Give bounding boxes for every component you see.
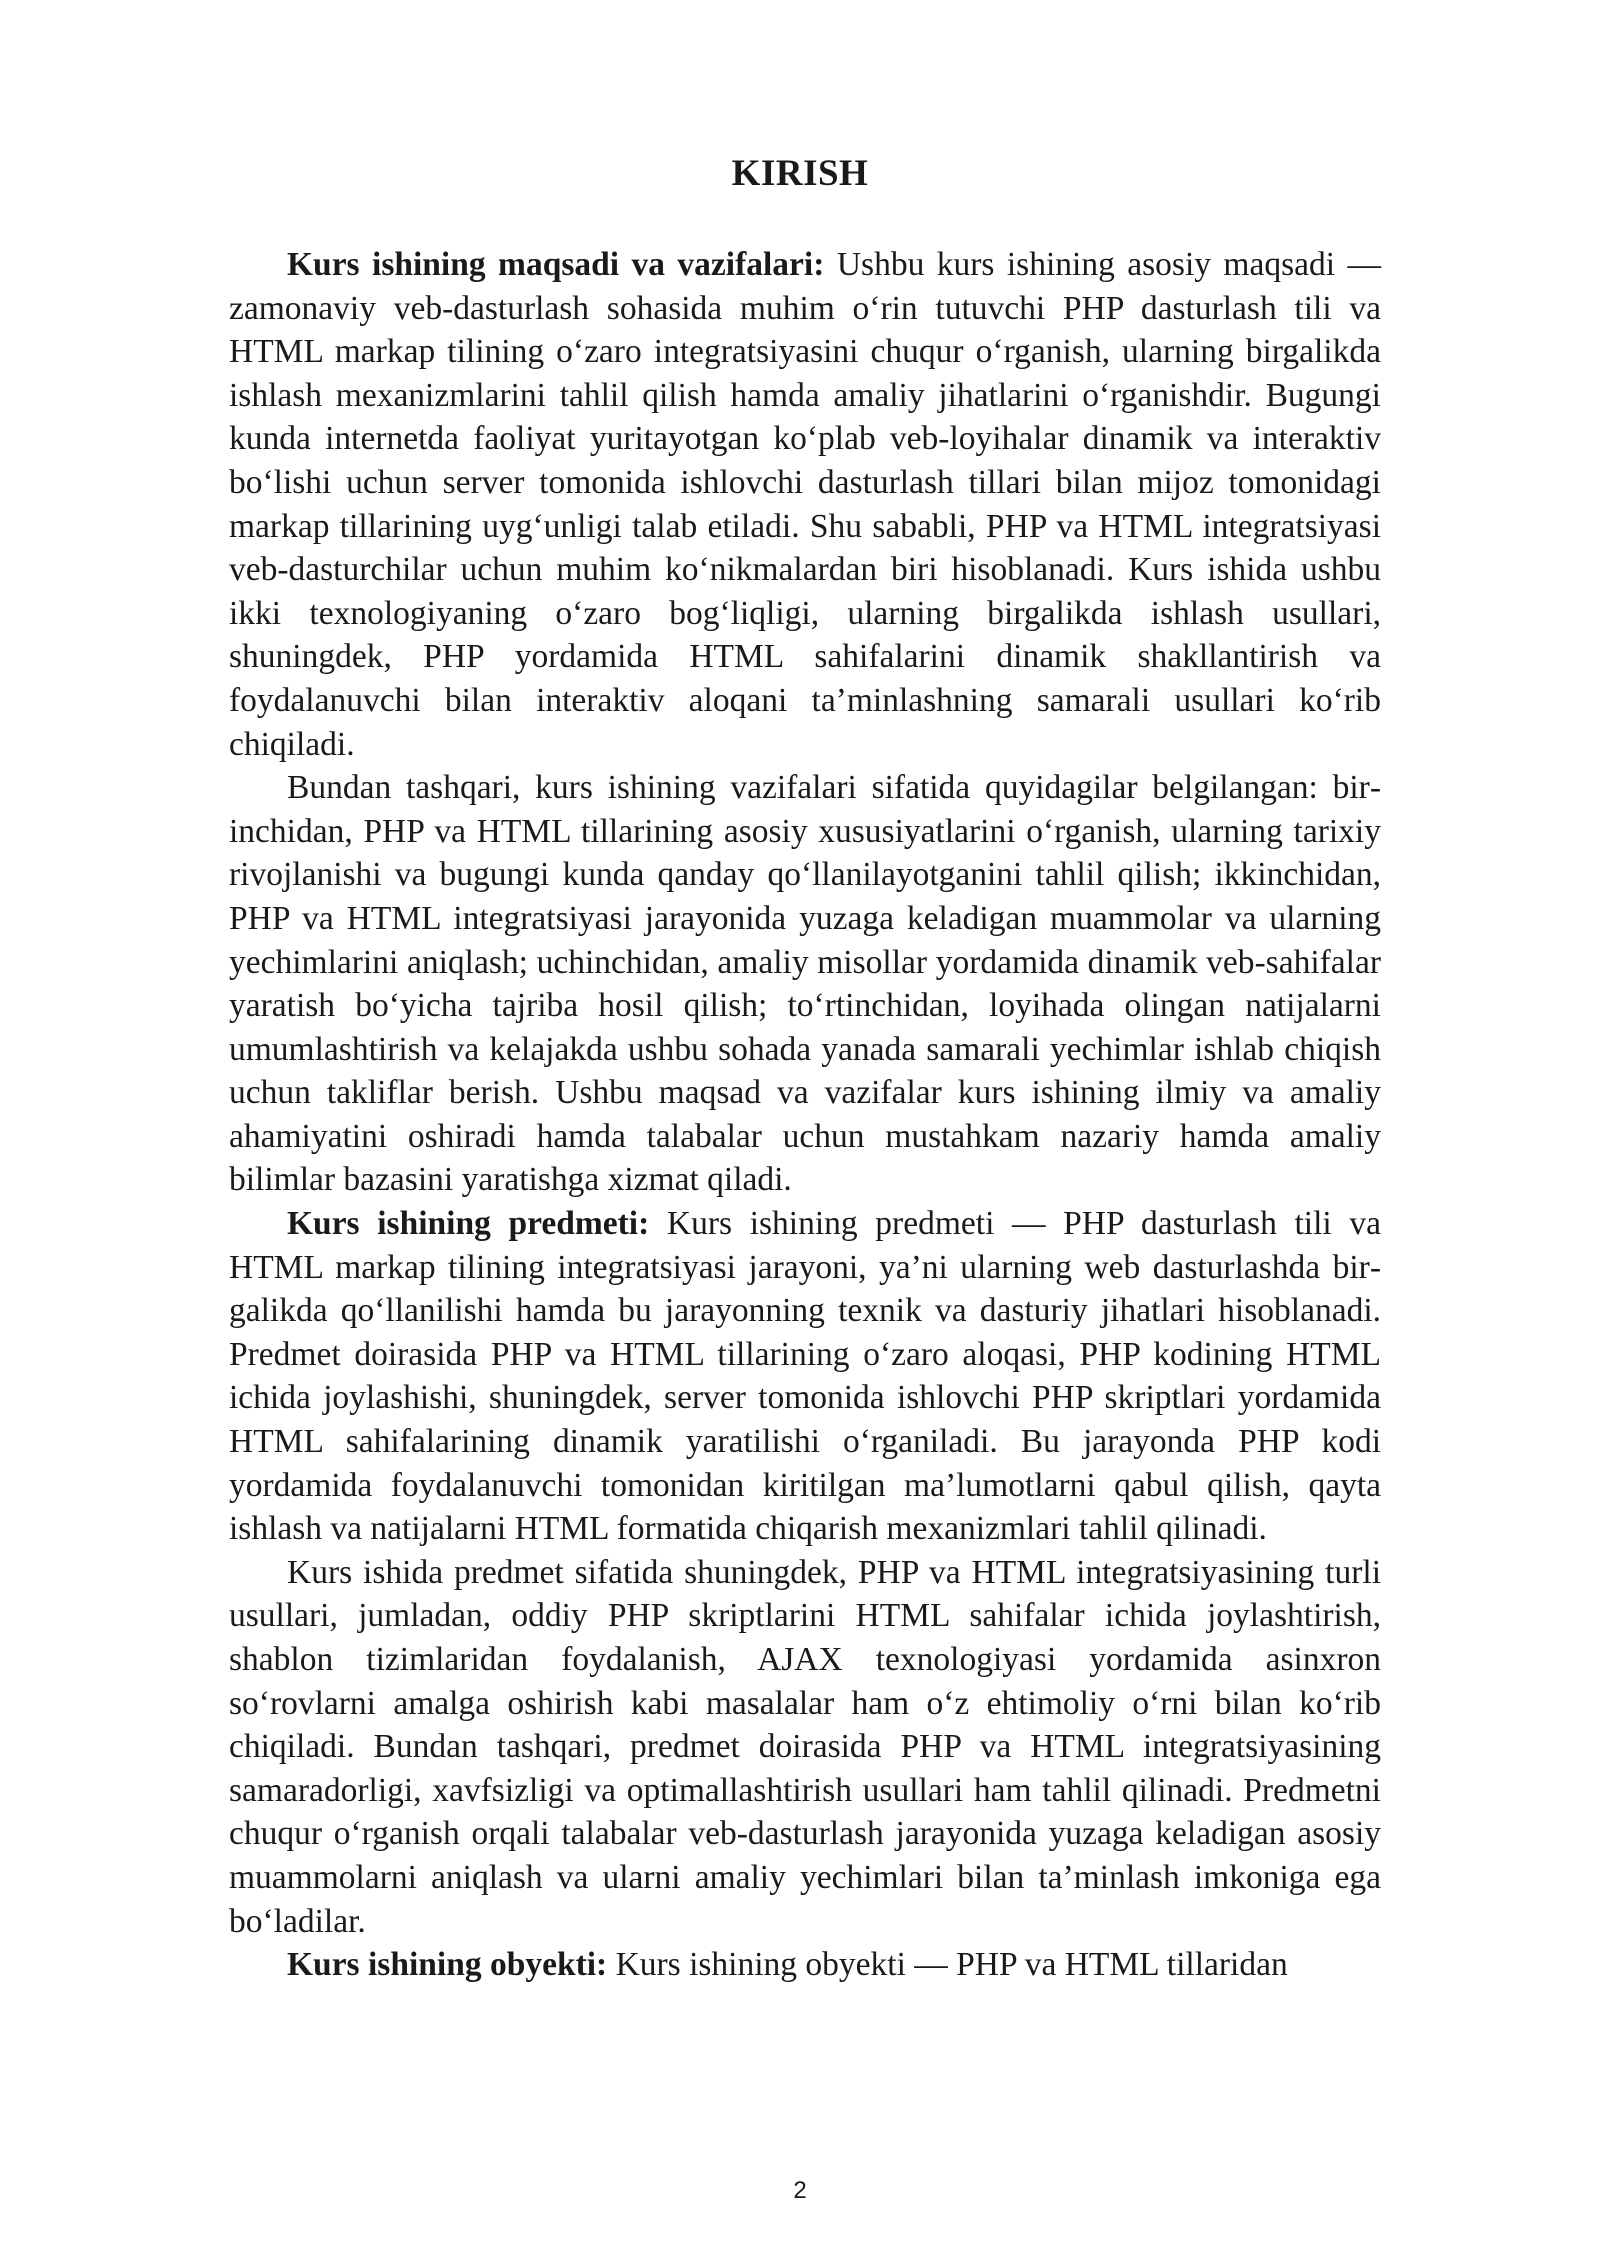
- paragraph-text: Kurs ishining obyekti — PHP va HTML tillaridan: [607, 1946, 1288, 1984]
- page-title: KIRISH: [731, 153, 869, 194]
- paragraph-lead: Kurs ishining obyekti:: [287, 1946, 608, 1984]
- paragraph-predmeti: [229, 1202, 1381, 1551]
- paragraph-text: Bundan tashqari, kurs ishining vazifalari sifatida quyidagilar belgilangan: birinchidan, PHP va HTML tillarining asosiy xususiyatlarini o‘rganish, ularning tarixiy rivojlanishi va bugungi kunda qanday qo‘llanilayotganini tahlil qilish; ikkinchidan, PHP va HTML integratsiyasi jarayonida yuzaga keladigan muammolar va ularning yechimlarini aniqlash; uchinchidan, amaliy misollar yordamida dinamik veb-sahifalar yaratish bo‘yicha tajriba hosil qilish; to‘rtinchidan, loyihada olingan natijalarni umumlashtirish va kelajakda ushbu sohada yanada samarali yechimlar ishlab chiqish uchun takliflar berish. Ushbu maqsad va vazifalar kurs ishining ilmiy va amaliy ahamiyatini oshiradi hamda talabalar uchun mustahkam nazariy hamda amaliy bilimlar bazasini yaratishga xizmat qiladi.: [229, 769, 1381, 1199]
- paragraph-lead: Kurs ishining maqsadi va vazifalari:: [287, 246, 825, 283]
- paragraph-predmet-usullari: [229, 1551, 1381, 1943]
- paragraph-text: Kurs ishida predmet sifatida shuningdek, PHP va HTML integratsiyasining turli usullari, jumladan, oddiy PHP skriptlarini HTML sahifalar ichida joylashtirish, shablon tizimlaridan foydalanish, AJAX texnologiyasi yordamida asinxron so‘rovlarni amalga oshirish kabi masalalar ham o‘z ehtimoliy o‘rni bilan ko‘rib chiqiladi. Bundan tashqari, predmet doirasida PHP va HTML integratsiyasining samaradorligi, xavfsizligi va optimallashtirish usullari ham tahlil qilinadi. Predmetni chuqur o‘rganish orqali talabalar veb-dasturlash jarayonida yuzaga keladigan asosiy muammolarni aniqlash va ularni amaliy yechimlari bilan ta’minlash imkoniga ega bo‘ladilar.: [229, 1553, 1381, 1940]
- page-number: 2: [793, 2177, 807, 2204]
- paragraph-text: Ushbu kurs ishining asosiy maqsadi — zamonaviy veb-dasturlash sohasida muhim o‘rin tutuvchi PHP dasturlash tili va HTML markap tilining o‘zaro integratsiyasini chuqur o‘rganish, ularning birgalikda ishlash mexanizmlarini tahlil qilish hamda amaliy jihatlarini o‘rganishdir. Bugungi kunda internetda faoliyat yuritayotgan ko‘plab veb-loyihalar dinamik va interaktiv bo‘lishi uchun server tomonida ishlovchi dasturlash tillari bilan mijoz tomonidagi markap tillarining uyg‘unligi talab etiladi. Shu sababli, PHP va HTML integratsiyasi veb-dasturchilar uchun muhim ko‘nikmalardan biri hisoblanadi. Kurs ishida ushbu ikki texnologiyaning o‘zaro bog‘liqligi, ularning birgalikda ishlash usullari, shuningdek, PHP yordamida HTML sahifalarini dinamik shakllantirish va foydalanuvchi bilan interaktiv aloqani ta’minlashning samarali usullari ko‘rib chiqiladi.: [229, 246, 1381, 763]
- paragraph-vazifalari: [229, 766, 1381, 1202]
- body-text: [229, 243, 1381, 1987]
- paragraph-obyekti: [229, 1943, 1381, 1987]
- paragraph-lead: Kurs ishining predmeti:: [287, 1205, 650, 1243]
- paragraph-maqsadi: [229, 243, 1381, 766]
- paragraph-text: Kurs ishining predmeti — PHP dasturlash tili va HTML markap tilining integratsiyasi jarayoni, ya’ni ularning web dasturlashda birgalikda qo‘llanilishi hamda bu jarayonning texnik va dasturiy jihatlari hisoblanadi. Predmet doirasida PHP va HTML tillarining o‘zaro aloqasi, PHP kodining HTML ichida joylashishi, shuningdek, server tomonida ishlovchi PHP skriptlari yordamida HTML sahifalarining dinamik yaratilishi o‘rganiladi. Bu jarayonda PHP kodi yordamida foydalanuvchi tomonidan kiritilgan ma’lumotlarni qabul qilish, qayta ishlash va natijalarni HTML formatida chiqarish mexanizmlari tahlil qilinadi.: [229, 1205, 1381, 1548]
